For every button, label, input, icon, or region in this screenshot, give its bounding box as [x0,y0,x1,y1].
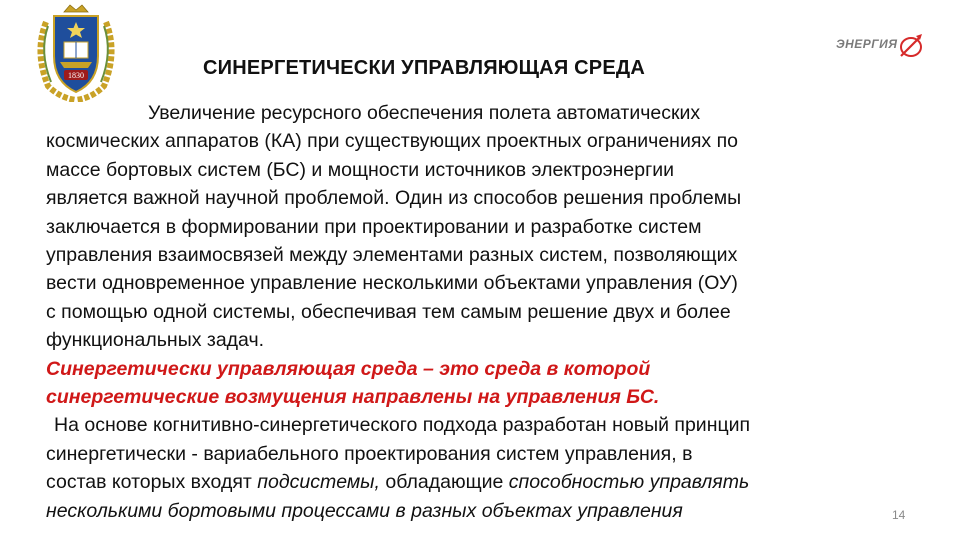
paragraph-line: синергетически - вариабельного проектирования систем управления, в [46,442,693,465]
text-run: состав которых входят [46,471,258,494]
paragraph-line: несколькими бортовыми процессами в разных объектах управления [46,499,683,522]
slide-title: СИНЕРГЕТИЧЕСКИ УПРАВЛЯЮЩАЯ СРЕДА [203,57,645,79]
brand-name: ЭНЕРГИЯ [836,37,898,51]
university-emblem-logo [30,2,122,102]
definition-line: Синергетически управляющая среда – это среда в которой [46,357,651,380]
page-number: 14 [892,508,906,522]
slide-body [46,99,926,525]
rocket-swoosh-icon [898,32,924,60]
paragraph-line: управления взаимосвязей между элементами разных систем, позволяющих [46,244,738,267]
paragraph-line: является важной научной проблемой. Один из способов решения проблемы [46,187,742,210]
italic-term: способностью управлять [508,471,750,494]
text-run: обладающие [379,471,509,494]
paragraph-line: космических аппаратов (КА) при существующих проектных ограничениях по [46,130,738,153]
paragraph-line: заключается в формировании при проектировании и разработке систем [46,215,702,238]
paragraph-line: Увеличение ресурсного обеспечения полета автоматических [148,102,701,124]
paragraph-line: с помощью одной системы, обеспечивая тем самым решение двух и более [46,300,731,323]
paragraph-line: На основе когнитивно-синергетического подхода разработан новый принцип [54,414,751,437]
paragraph-line: вести одновременное управление несколькими объектами управления (ОУ) [46,272,738,295]
paragraph-line: массе бортовых систем (БС) и мощности источников электроэнергии [46,158,674,181]
paragraph-line [46,468,926,496]
paragraph-line: функциональных задач. [46,329,265,352]
emblem-year: 1830 [68,71,84,80]
energia-brand-logo [836,32,928,62]
italic-term: подсистемы, [257,471,380,494]
definition-line: синергетические возмущения направлены на управления БС. [46,386,660,409]
